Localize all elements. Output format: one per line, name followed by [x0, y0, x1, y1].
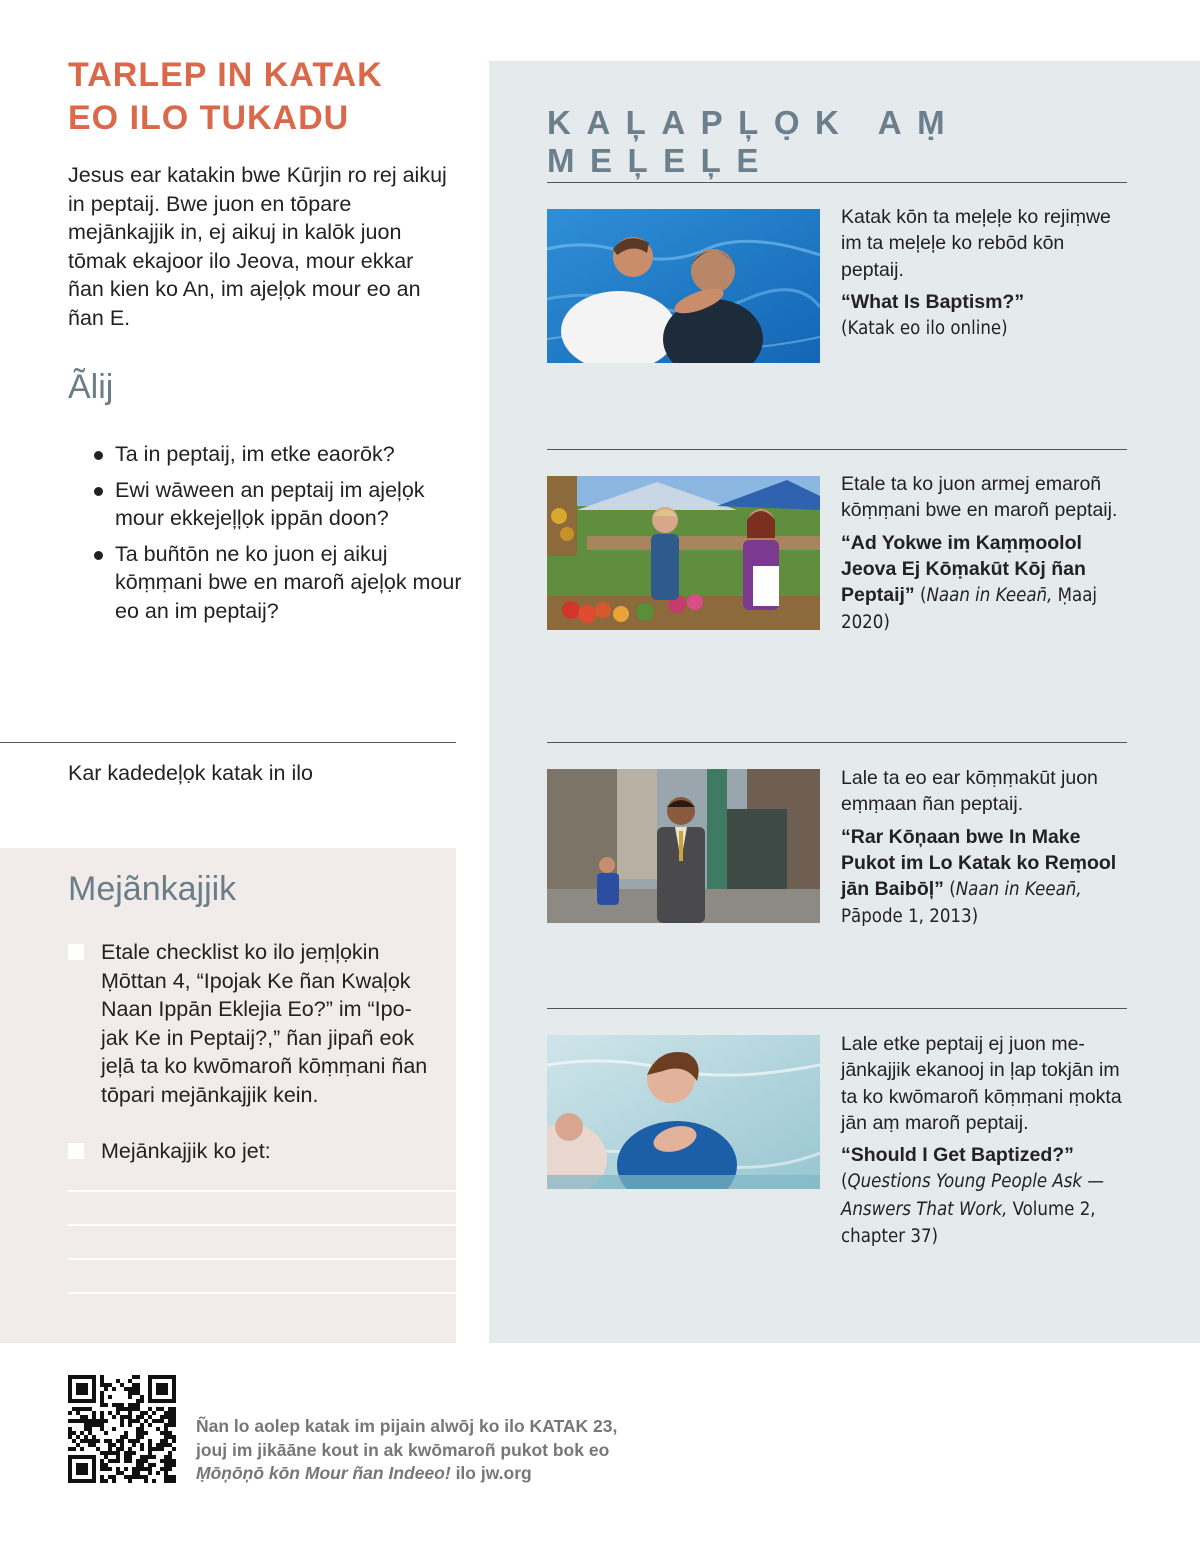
goals-box: [0, 848, 456, 1343]
resource-source-date: Ṃaaj 2020): [841, 585, 1098, 634]
summary-title-line-2: EO ILO TUKADU: [68, 99, 350, 137]
review-question: Ewi wāween an peptaij im ajeļọk mour ekkejeļļọk ippān doon?: [92, 476, 462, 533]
goal-checkbox[interactable]: [68, 944, 84, 960]
goal-write-line[interactable]: [68, 1292, 456, 1294]
resource-description: Lale etke peptaij ej juon me-jānkajjik ekanooj in ļap tokjān im ta ko kwōmaroñ kōṃṃani ṃokta jān aṃ maroñ peptaij.: [841, 1033, 1122, 1134]
qr-code-icon[interactable]: [68, 1375, 176, 1483]
completed-date-label: Kar kadedeļọk katak in ilo: [68, 761, 314, 785]
resource-source-publication: Naan in Keean̄,: [955, 879, 1082, 901]
resource-source-publication: Naan in Keean̄,: [926, 585, 1053, 607]
review-heading: Ãlij: [68, 368, 114, 406]
goal-write-line[interactable]: [68, 1224, 456, 1226]
summary-title: [68, 54, 468, 140]
footer-text: [196, 1415, 656, 1486]
resource-description: Etale ta ko juon armej emaroñ kōṃṃani bwe en maroñ peptaij.: [841, 473, 1118, 522]
resource-source-open: (: [914, 585, 927, 607]
review-question: Ta buñtōn ne ko juon ej aikuj kōṃṃani bwe en maroñ ajeļọk mour eo an im peptaij?: [92, 540, 462, 626]
explore-heading: KAĻAPĻỌK AṂ MEĻEĻE: [547, 104, 961, 179]
goal-write-line[interactable]: [68, 1258, 456, 1260]
resource-source-publication: Questions Young People Ask —Answers That Work,: [841, 1171, 1104, 1220]
goal-write-line[interactable]: [68, 1190, 456, 1192]
resource-divider: [547, 449, 1127, 450]
resource-text: [841, 765, 1131, 931]
resource-source-date: Volume 2, chapter 37): [841, 1198, 1096, 1248]
resource-description: Lale ta eo ear kōṃṃakūt juon eṃṃaan ñan peptaij.: [841, 767, 1098, 816]
goal-text: Mejānkajjik ko jet:: [101, 1139, 271, 1163]
resource-divider: [547, 1008, 1127, 1009]
resource-text: [841, 471, 1131, 637]
footer-site: ilo jw.org: [450, 1463, 532, 1483]
resource-title-link[interactable]: “Should I Get Baptized?”: [841, 1144, 1074, 1167]
goal-item-checklist: [68, 938, 438, 1109]
summary-title-line-1: TARLEP IN KATAK: [68, 56, 383, 94]
summary-intro-text: Jesus ear katakin bwe Kūrjin ro rej aikuj in peptaij. Bwe juon en tōpare mejānkajjik in, ej aikuj in kalōk juon tōmak ekajoor ilo Jeova, mour ekkar ñan kien ko An, im ajeļọk mour eo an ñan E.: [68, 163, 447, 330]
resource-title-link[interactable]: “Ad Yokwe im Kaṃṃoolol Jeova Ej Kōṃakūt Kōj ñan Peptaij”: [841, 531, 1086, 607]
resource-title-link[interactable]: “What Is Baptism?”: [841, 290, 1025, 313]
goal-text: Etale checklist ko ilo jeṃļọkin Ṃōttan 4, “Ipojak Ke ñan Kwaļọk Naan Ippān Eklejia Eo?” im “Ipo-jak Ke in Peptaij?,” ñan jipañ eok jeļā ta ko kwōmaroñ kōṃṃani ñan tōpari mejānkajjik kein.: [101, 940, 428, 1107]
resource-divider: [547, 182, 1127, 183]
resource-description: Katak kōn ta meļeļe ko rejiṃwe im ta meļeļe ko rebōd kōn peptaij.: [841, 206, 1111, 281]
left-divider: [0, 742, 456, 743]
resource-text: [841, 204, 1131, 342]
market-ministry-photo: [547, 476, 820, 630]
city-street-photo: [547, 769, 820, 923]
resource-source-date: Pāpode 1, 2013): [841, 906, 979, 928]
goal-checkbox[interactable]: [68, 1143, 84, 1159]
resource-source-open: (: [841, 1171, 848, 1193]
review-question: Ta in peptaij, im etke eaorōk?: [92, 440, 462, 469]
resource-source: (Katak eo ilo online): [841, 318, 1008, 340]
resource-title-link[interactable]: “Rar Kōņaan bwe In Make Pukot im Lo Katak ko Reṃool jān Baibōļ”: [841, 825, 1117, 901]
footer-line: Ñan lo aolep katak im pijain alwōj ko ilo KATAK 23,: [196, 1416, 618, 1436]
goals-heading: Mejãnkajjik: [68, 870, 237, 908]
youth-baptism-photo: [547, 1035, 820, 1189]
footer-line: jouj im jikāāne kout in ak kwōmaroñ pukot bok eo: [196, 1439, 610, 1460]
footer-line: [196, 1462, 656, 1486]
footer-book-title: Ṃōņōņō kōn Mour ñan Indeeo!: [196, 1463, 451, 1483]
review-question-list: [92, 440, 462, 632]
goal-item-other: [68, 1137, 438, 1166]
resource-divider: [547, 742, 1127, 743]
resource-text: [841, 1031, 1131, 1250]
resource-source-open: (: [943, 879, 956, 901]
baptism-pool-photo: [547, 209, 820, 363]
